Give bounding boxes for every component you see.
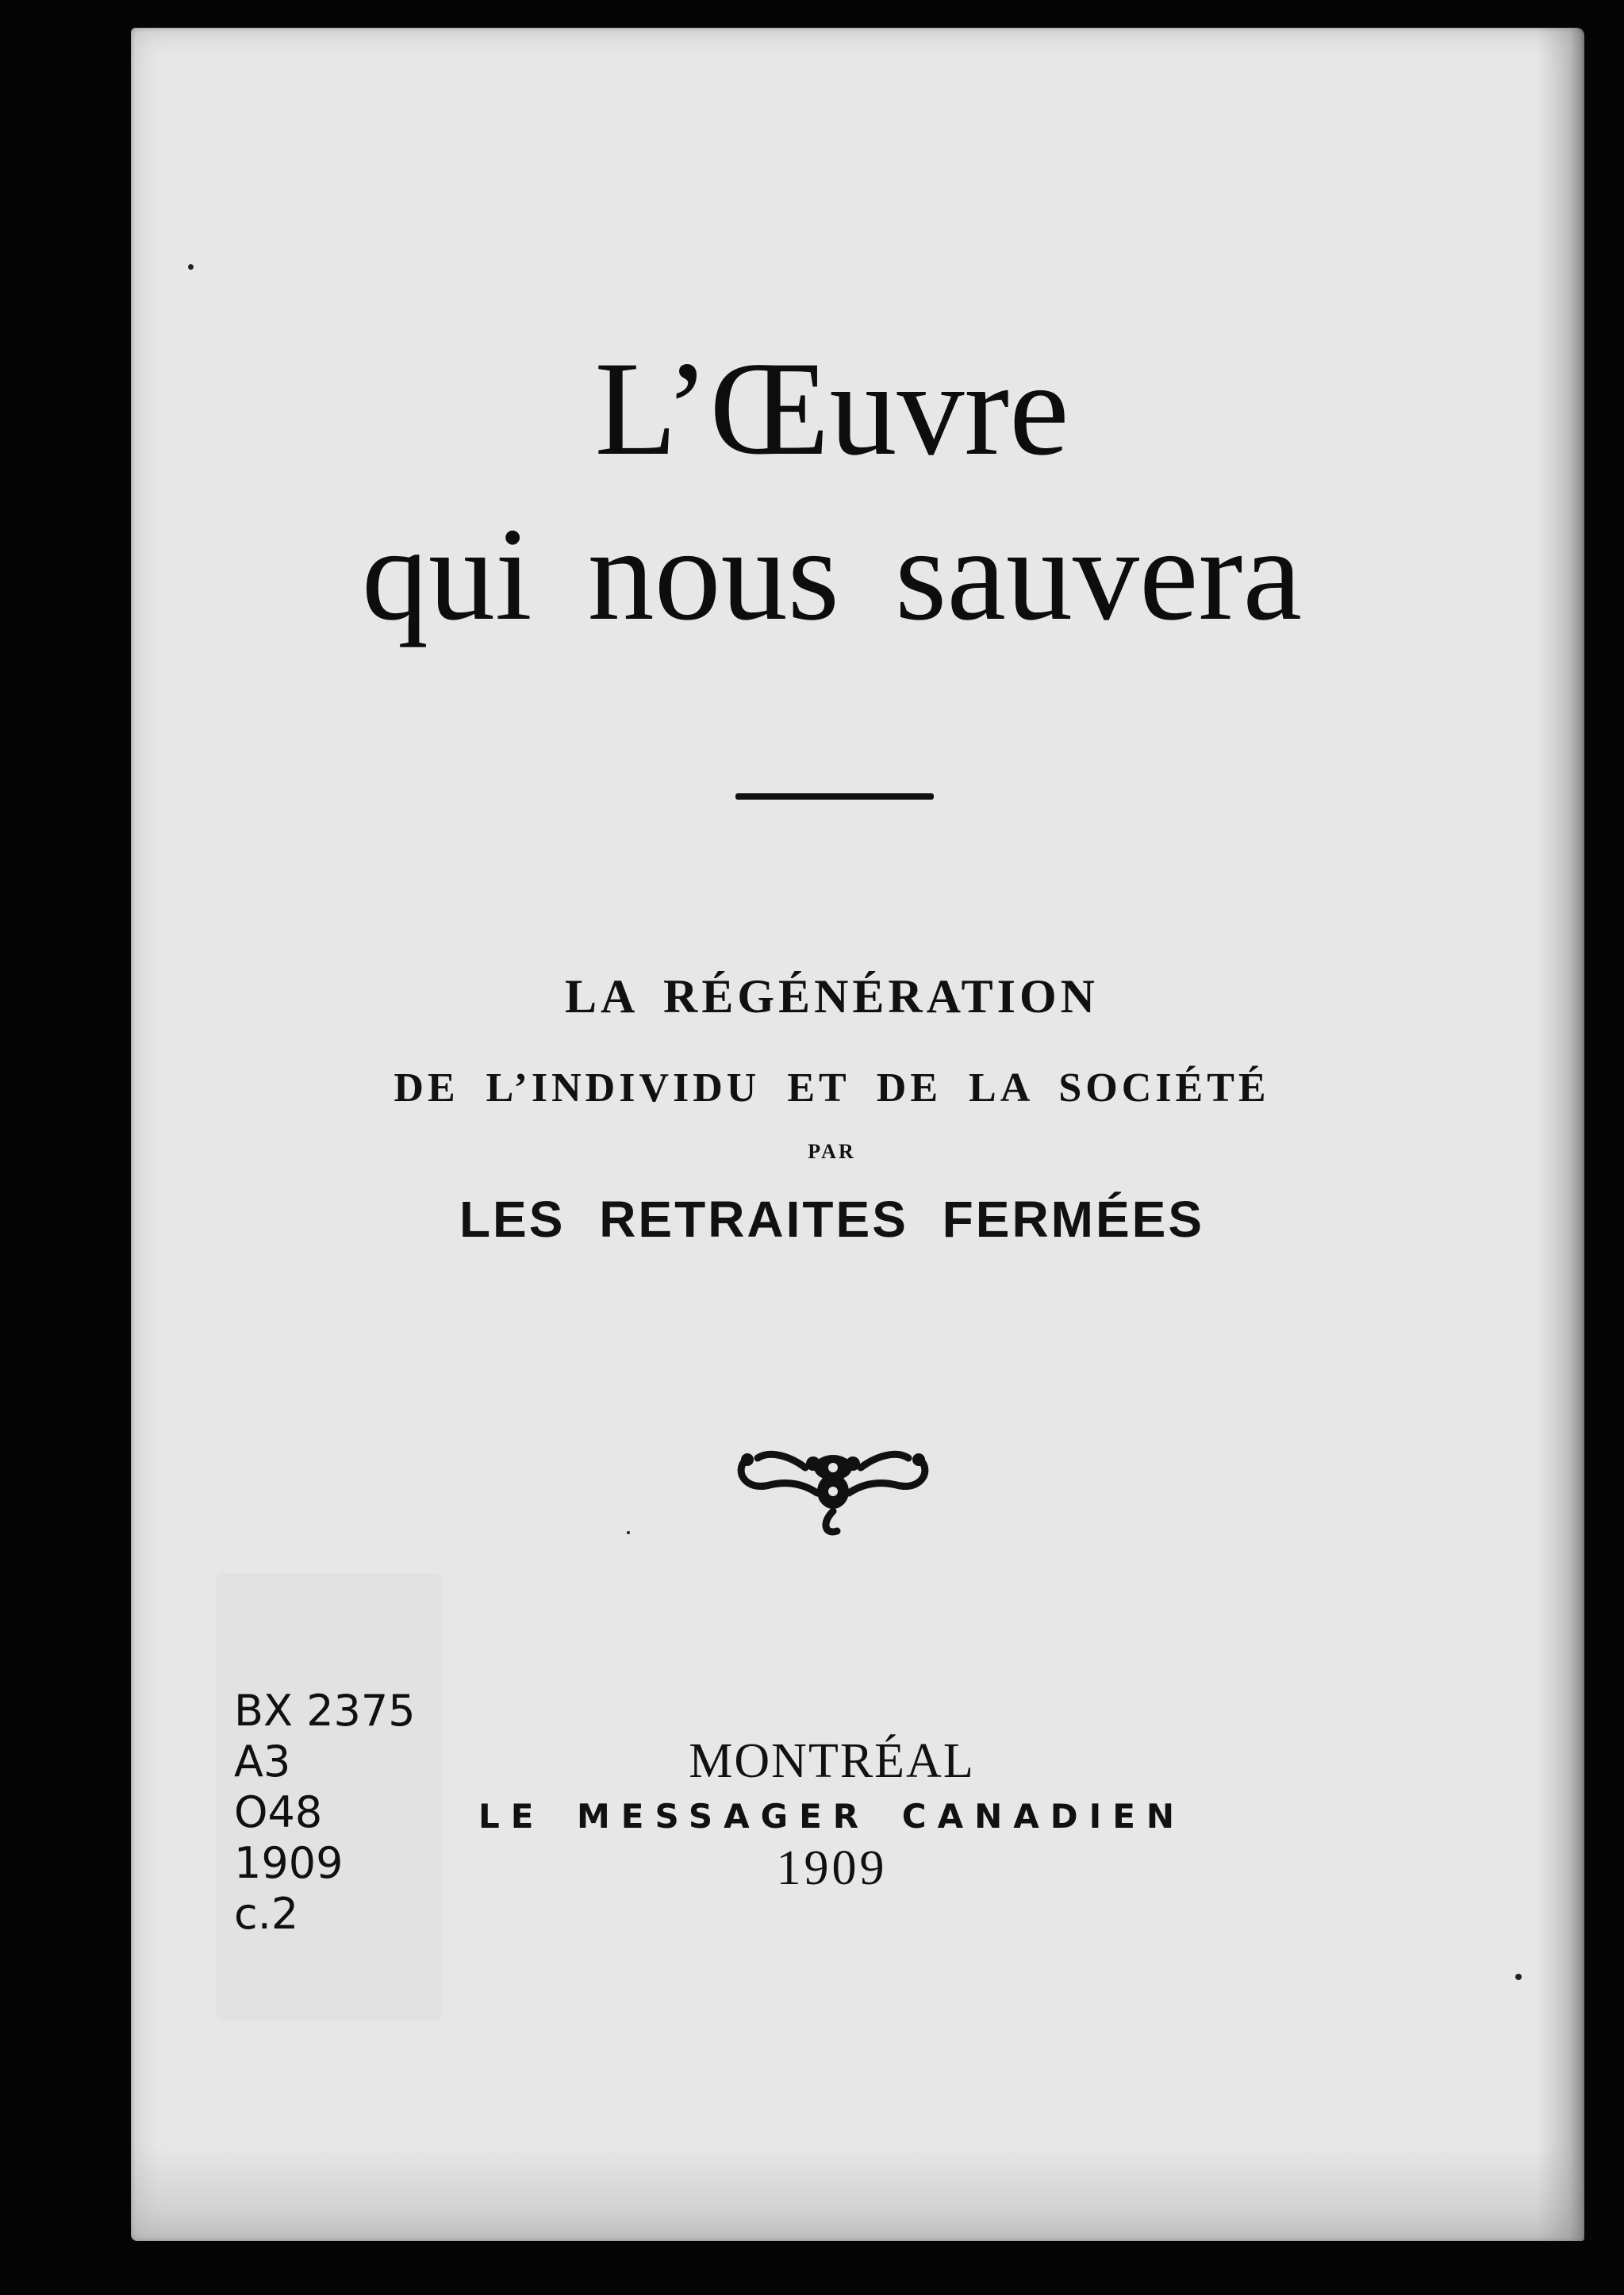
imprint-year: 1909 <box>776 1841 888 1895</box>
title-divider-rule <box>735 793 934 800</box>
call-number-line: O48 <box>234 1787 323 1837</box>
dust-speck <box>188 264 194 270</box>
call-number-line: c.2 <box>234 1889 299 1939</box>
call-number-line: A3 <box>234 1737 291 1786</box>
imprint-city: MONTRÉAL <box>689 1734 975 1788</box>
floral-ornament-icon <box>730 1436 936 1539</box>
page-bottom-shadow <box>131 2146 1584 2241</box>
imprint-publisher: LE MESSAGER CANADIEN <box>478 1797 1186 1836</box>
title-line-2: qui nous sauvera <box>361 501 1303 648</box>
subtitle-line-1: LA RÉGÉNÉRATION <box>564 970 1099 1023</box>
call-number-line: BX 2375 <box>234 1686 416 1736</box>
subtitle-par: PAR <box>808 1140 856 1163</box>
dust-speck <box>1515 1974 1522 1980</box>
subtitle-line-4: LES RETRAITES FERMÉES <box>459 1191 1205 1248</box>
dust-speck <box>627 1531 630 1534</box>
subtitle-line-2: DE L’INDIVIDU ET DE LA SOCIÉTÉ <box>394 1065 1270 1111</box>
title-line-1: L’Œuvre <box>594 334 1069 483</box>
call-number-line: 1909 <box>234 1838 344 1888</box>
